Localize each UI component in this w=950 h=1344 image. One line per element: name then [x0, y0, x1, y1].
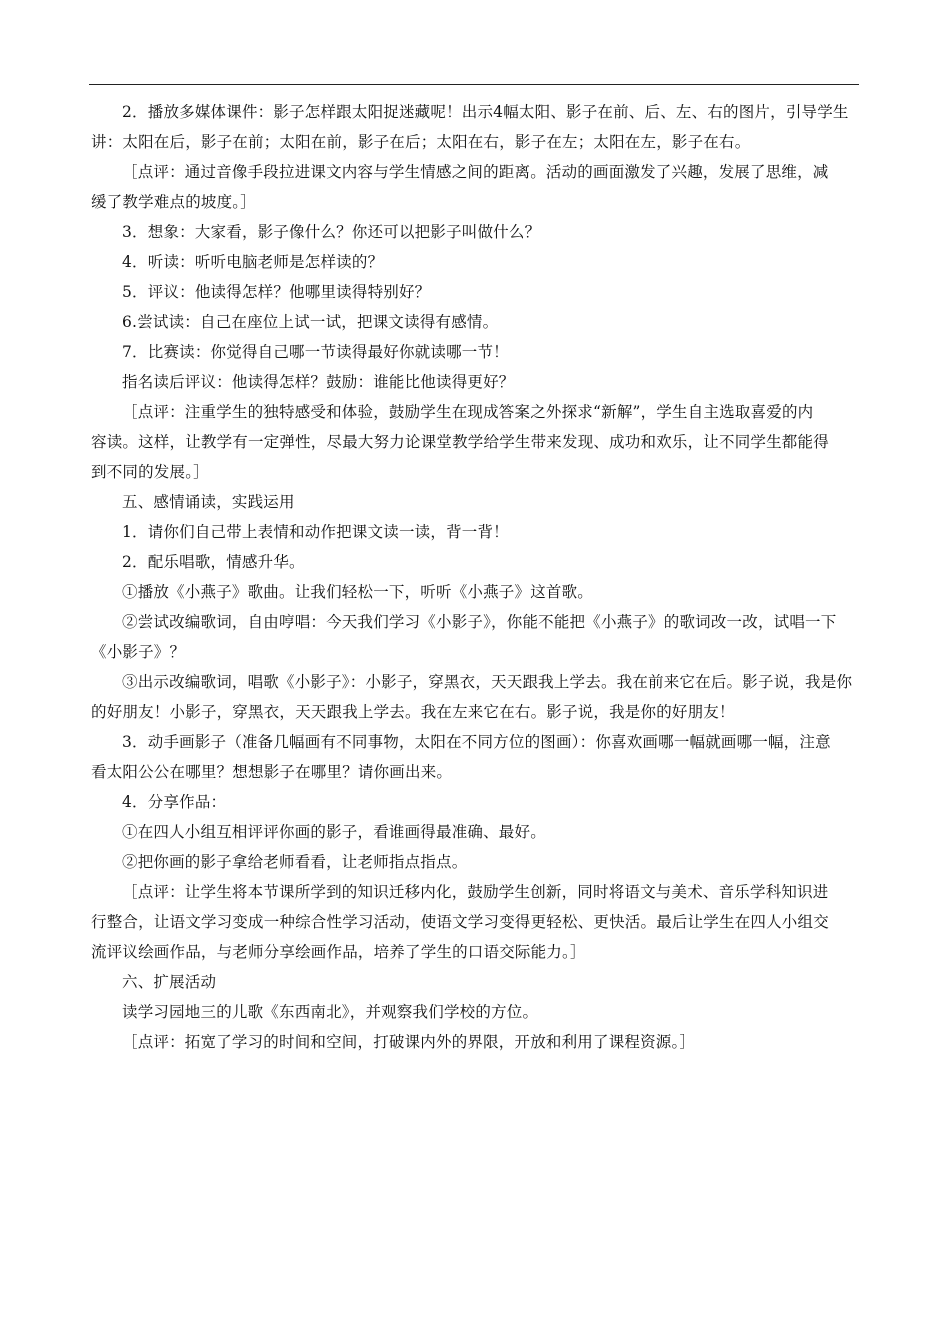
- text-line: ［点评：拓宽了学习的时间和空间，打破课内外的界限，开放和利用了课程资源。］: [122, 1033, 696, 1051]
- text-line: 2．配乐唱歌，情感升华。: [122, 553, 305, 571]
- text-line: 六、扩展活动: [122, 973, 217, 991]
- text-line: 行整合，让语文学习变成一种综合性学习活动，使语文学习变得更轻松、更快活。最后让学生在四人小组交: [91, 913, 829, 931]
- text-line: 看太阳公公在哪里？想想影子在哪里？请你画出来。: [91, 763, 453, 781]
- text-line: 3．想象：大家看，影子像什么？你还可以把影子叫做什么？: [122, 223, 541, 241]
- text-line: ［点评：让学生将本节课所学到的知识迁移内化，鼓励学生创新，同时将语文与美术、音乐学科知识进: [122, 883, 829, 901]
- text-line: 《小影子》？: [91, 643, 186, 661]
- text-line: ①播放《小燕子》歌曲。让我们轻松一下，听听《小燕子》这首歌。: [122, 583, 594, 601]
- text-line: 五、感情诵读，实践运用: [122, 493, 295, 511]
- text-line: ②尝试改编歌词，自由哼唱：今天我们学习《小影子》，你能不能把《小燕子》的歌词改一改，试唱一下: [122, 613, 837, 631]
- text-line: ③出示改编歌词，唱歌《小影子》：小影子，穿黑衣，天天跟我上学去。我在前来它在后。影子说，我是你: [122, 673, 853, 691]
- text-line: 4．听读：听听电脑老师是怎样读的？: [122, 253, 384, 271]
- header-rule: [89, 84, 859, 85]
- text-line: 容读。这样，让教学有一定弹性，尽最大努力论课堂教学给学生带来发现、成功和欢乐，让不同学生都能得: [91, 433, 829, 451]
- text-line: ①在四人小组互相评评你画的影子，看谁画得最准确、最好。: [122, 823, 546, 841]
- text-line: 6.尝试读：自己在座位上试一试，把课文读得有感情。: [122, 313, 499, 331]
- text-line: 指名读后评议：他读得怎样？鼓励：谁能比他读得更好？: [122, 373, 515, 391]
- text-line: ［点评：通过音像手段拉进课文内容与学生情感之间的距离。活动的画面激发了兴趣，发展了思维，减: [122, 163, 829, 181]
- document-body: [91, 97, 859, 1057]
- text-line: 3．动手画影子（准备几幅画有不同事物，太阳在不同方位的图画）：你喜欢画哪一幅就画哪一幅，注意: [122, 733, 831, 751]
- text-line: ②把你画的影子拿给老师看看，让老师指点指点。: [122, 853, 468, 871]
- text-line: 流评议绘画作品，与老师分享绘画作品，培养了学生的口语交际能力。］: [91, 943, 586, 961]
- text-line: 2．播放多媒体课件：影子怎样跟太阳捉迷藏呢！出示4幅太阳、影子在前、后、左、右的图片，引导学生: [122, 103, 849, 121]
- text-line: 讲：太阳在后，影子在前；太阳在前，影子在后；太阳在右，影子在左；太阳在左，影子在右。: [91, 133, 751, 151]
- text-line: ［点评：注重学生的独特感受和体验，鼓励学生在现成答案之外探求“新解”，学生自主选取喜爱的内: [122, 403, 814, 421]
- text-line: 5．评议：他读得怎样？他哪里读得特别好？: [122, 283, 431, 301]
- text-line: 7．比赛读：你觉得自己哪一节读得最好你就读哪一节！: [122, 343, 509, 361]
- text-line: 的好朋友！小影子，穿黑衣，天天跟我上学去。我在左来它在右。影子说，我是你的好朋友！: [91, 703, 735, 721]
- text-line: 1．请你们自己带上表情和动作把课文读一读，背一背！: [122, 523, 509, 541]
- text-line: 到不同的发展。］: [91, 463, 209, 481]
- text-line: 缓了教学难点的坡度。］: [91, 193, 256, 211]
- text-line: 4．分享作品：: [122, 793, 227, 811]
- text-line: 读学习园地三的儿歌《东西南北》，并观察我们学校的方位。: [122, 1003, 539, 1021]
